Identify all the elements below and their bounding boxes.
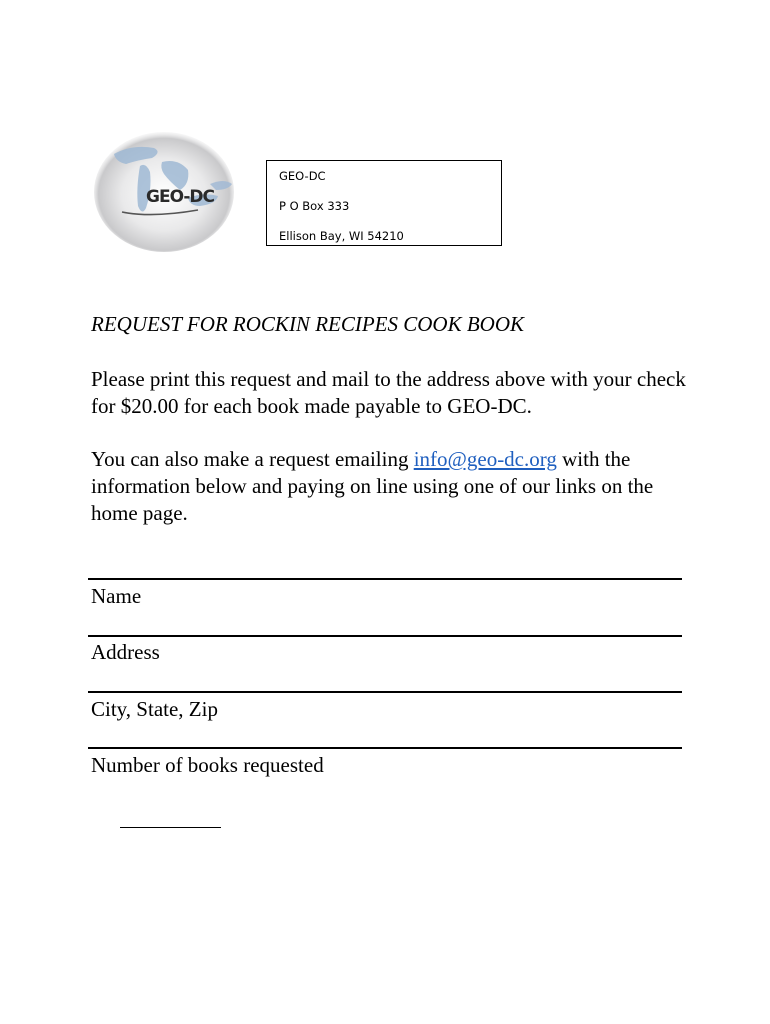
name-line[interactable] xyxy=(88,578,682,580)
books-quantity-blank[interactable] xyxy=(120,827,221,828)
logo-text: GEO-DC xyxy=(146,187,214,207)
city-state-zip-line[interactable] xyxy=(88,691,682,693)
address-label: Address xyxy=(91,640,160,664)
email-instructions-after: with the information below and paying on line using one of our links on the home page. xyxy=(91,447,654,525)
address-line[interactable] xyxy=(88,635,682,637)
city-state-zip-label: City, State, Zip xyxy=(91,697,218,721)
address-po-box: P O Box 333 xyxy=(279,199,350,213)
mailing-address-box xyxy=(266,160,502,246)
geo-dc-logo xyxy=(92,128,242,254)
address-city-state-zip: Ellison Bay, WI 54210 xyxy=(279,229,404,243)
email-instructions-before: You can also make a request emailing xyxy=(91,447,414,471)
name-label: Name xyxy=(91,584,142,608)
books-requested-line[interactable] xyxy=(88,747,682,749)
address-org: GEO-DC xyxy=(279,169,326,183)
request-title: REQUEST FOR ROCKIN RECIPES COOK BOOK xyxy=(91,312,525,336)
mail-instructions: Please print this request and mail to the address above with your check for $20.00 for each book made payable to GEO-DC. xyxy=(91,367,686,418)
email-instructions xyxy=(91,446,691,527)
email-link[interactable]: info@geo-dc.org xyxy=(413,447,557,471)
books-requested-label: Number of books requested xyxy=(91,753,324,777)
